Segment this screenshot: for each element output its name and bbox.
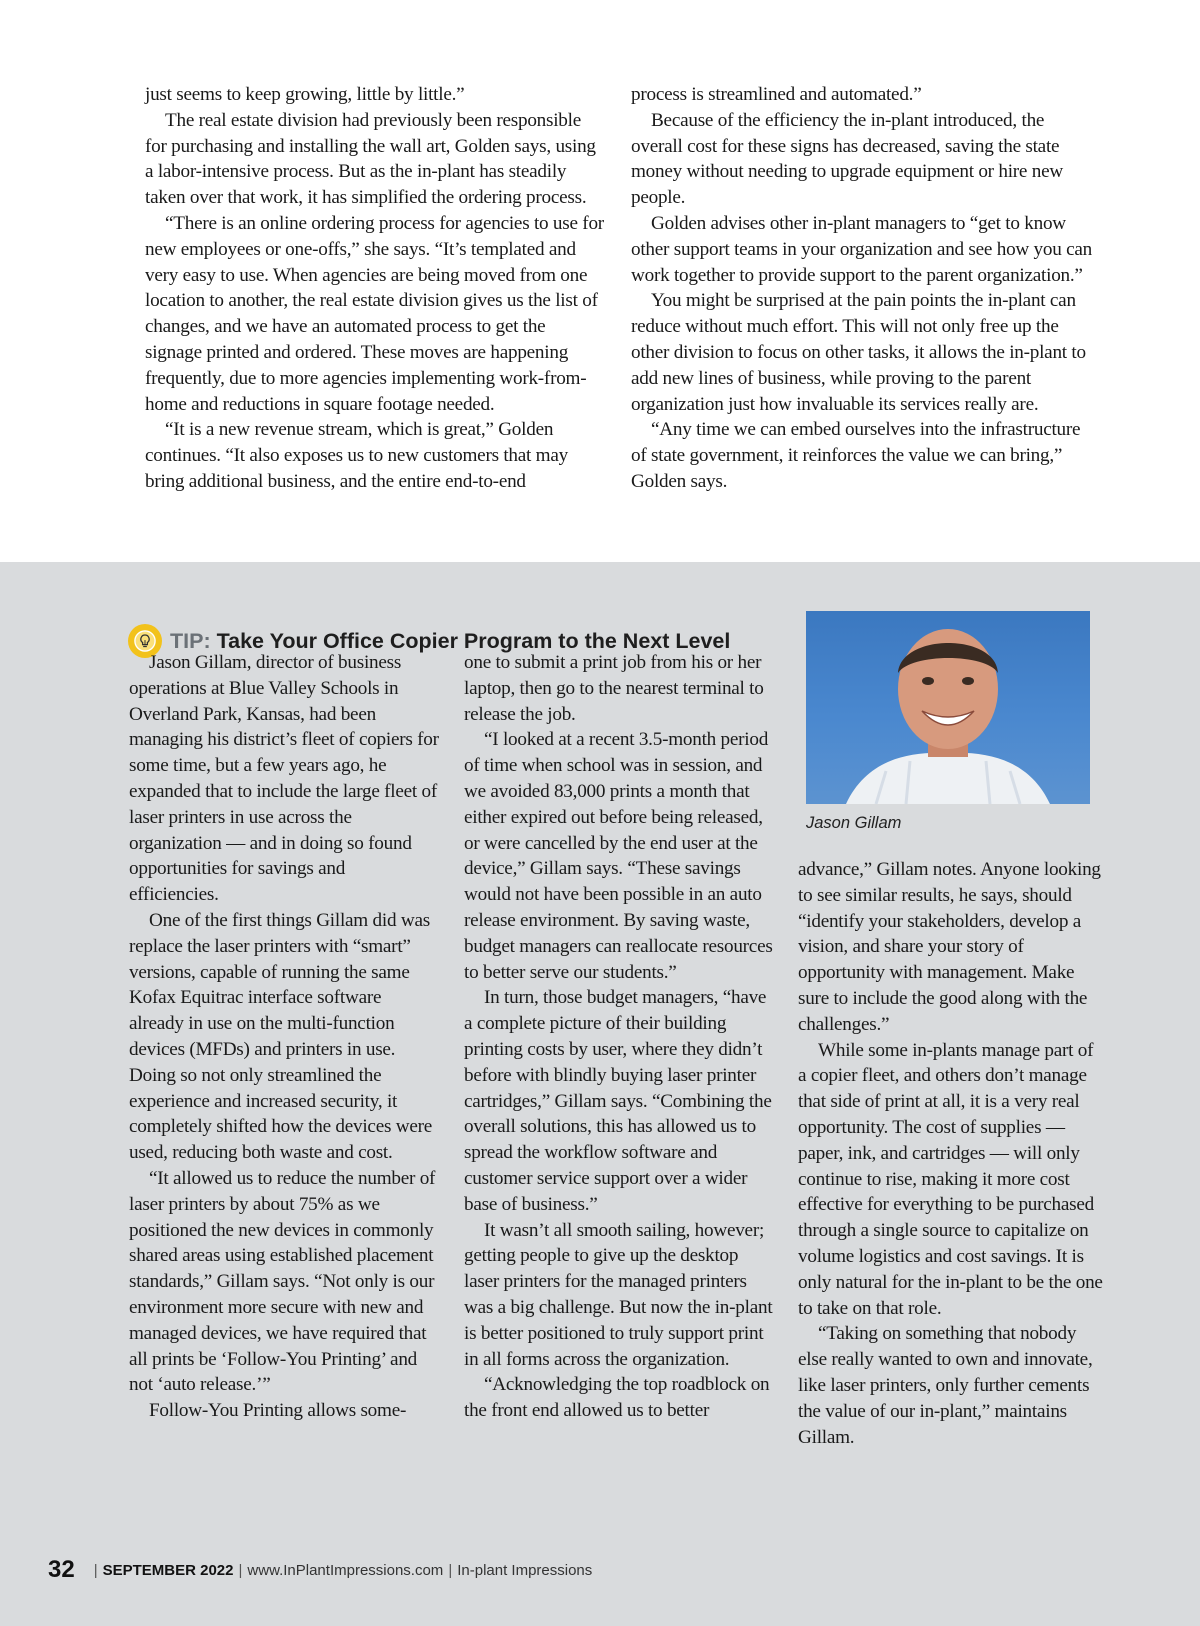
paragraph: It wasn’t all smooth sailing, however; getting people to give up the desktop laser printers for the managed printers was a big challenge. But now the in-plant is better positioned to truly support print in all forms across the organization.	[464, 1219, 773, 1370]
paragraph: While some in-plants manage part of a copier fleet, and others don’t manage that side of print at all, it is a very real opportunity. The cost of supplies — paper, ink, and cartridges — will only continue to rise, making it more cost effective for everything to be purchased through a single source to capitalize on volume logistics and cost savings. It is only natural for the in-plant to be the one to take on that role.	[798, 1039, 1103, 1319]
sidebar-column-2	[464, 650, 774, 1424]
tip-label: TIP:	[170, 628, 211, 653]
paragraph: one to submit a print job from his or her laptop, then go to the nearest terminal to release the job.	[464, 652, 764, 725]
paragraph: “It is a new revenue stream, which is great,” Golden continues. “It also exposes us to new customers that may bring additional business, and the entire end-to-end	[145, 419, 568, 492]
paragraph: “Taking on something that nobody else really wanted to own and innovate, like laser printers, only further cements the value of our in-plant,” maintains Gillam.	[798, 1323, 1093, 1448]
separator: |	[93, 1561, 98, 1579]
publication-name: In-plant Impressions	[457, 1561, 593, 1579]
paragraph: Golden advises other in-plant managers to “get to know other support teams in your organization and see how you can work together to provide support to the parent organization.”	[631, 212, 1093, 286]
page-number: 32	[48, 1556, 75, 1583]
page-footer	[48, 1556, 592, 1584]
paragraph: “Acknowledging the top roadblock on the front end allowed us to better	[464, 1374, 770, 1422]
separator: |	[238, 1561, 243, 1579]
article-section	[0, 0, 1200, 562]
issue-date: SEPTEMBER 2022	[102, 1561, 234, 1579]
paragraph: just seems to keep growing, little by little.”	[145, 84, 465, 105]
footer-url[interactable]: www.InPlantImpressions.com	[247, 1561, 444, 1579]
article-column-right	[631, 82, 1093, 495]
paragraph: In turn, those budget managers, “have a complete picture of their building printing costs by user, where they didn’t before with blindly buying laser printer cartridges,” Gillam says. “Combining the overall solutions, this has allowed us to spread the workflow software and customer service support over a wider base of business.”	[464, 987, 772, 1215]
separator: |	[448, 1561, 453, 1579]
paragraph: Jason Gillam, director of business operations at Blue Valley Schools in Overland Park, Kansas, had been managing his district’s fleet of copiers for some time, but a few years ago, he expanded that to include the large fleet of laser printers in use across the organization — and in doing so found opportunities for savings and efficiencies.	[129, 652, 439, 906]
sidebar-column-1	[129, 650, 439, 1424]
paragraph: “There is an online ordering process for agencies to use for new employees or one-offs,” she says. “It’s templated and very easy to use. When agencies are being moved from one location to another, the real estate division gives us the list of changes, and we have an automated process to get the signage printed and ordered. These moves are happening frequently, due to more agencies implementing work-from-home and reductions in square footage needed.	[145, 212, 604, 415]
photo-caption: Jason Gillam	[806, 814, 902, 832]
paragraph: Follow-You Printing allows some-	[149, 1400, 407, 1422]
paragraph: “Any time we can embed ourselves into the infrastructure of state government, it reinforces the value we can bring,” Golden says.	[631, 419, 1081, 492]
paragraph: advance,” Gillam notes. Anyone looking to see similar results, he says, should “identify your stakeholders, develop a vision, and share your story of opportunity with management. Make sure to include the good along with the challenges.”	[798, 859, 1101, 1035]
portrait-photo	[806, 611, 1090, 804]
article-column-left	[145, 82, 605, 495]
paragraph: One of the first things Gillam did was replace the laser printers with “smart” versions, capable of running the same Kofax Equitrac interface software already in use on the multi-function devices (MFDs) and printers in use. Doing so not only streamlined the experience and increased security, it completely shifted how the devices were used, reducing both waste and cost.	[129, 909, 433, 1164]
sidebar-column-3	[798, 857, 1103, 1450]
paragraph: “It allowed us to reduce the number of laser printers by about 75% as we positioned the new devices in commonly shared areas using established placement standards,” Gillam says. “Not only is our environment more secure with new and managed devices, we have required that all prints be ‘Follow-You Printing’ and not ‘auto release.’”	[129, 1167, 436, 1396]
paragraph: process is streamlined and automated.”	[631, 84, 922, 105]
tip-title: Take Your Office Copier Program to the Next Level	[216, 628, 731, 653]
paragraph: The real estate division had previously been responsible for purchasing and installing the wall art, Golden says, using a labor-intensive process. But as the in-plant has steadily taken over that work, it has simplified the ordering process.	[145, 109, 596, 209]
paragraph: Because of the efficiency the in-plant introduced, the overall cost for these signs has decreased, saving the state money without needing to upgrade equipment or hire new people.	[631, 109, 1063, 209]
paragraph: You might be surprised at the pain points the in-plant can reduce without much effort. This will not only free up the other division to focus on other tasks, it allows the in-plant to add new lines of business, while proving to the parent organization just how invaluable its services really are.	[631, 290, 1086, 415]
paragraph: “I looked at a recent 3.5-month period of time when school was in session, and we avoided 83,000 prints a month that either expired out before being released, or were cancelled by the end user at the device,” Gillam says. “These savings would not have been possible in an auto release environment. By saving waste, budget managers can reallocate resources to better serve our students.”	[464, 729, 773, 983]
